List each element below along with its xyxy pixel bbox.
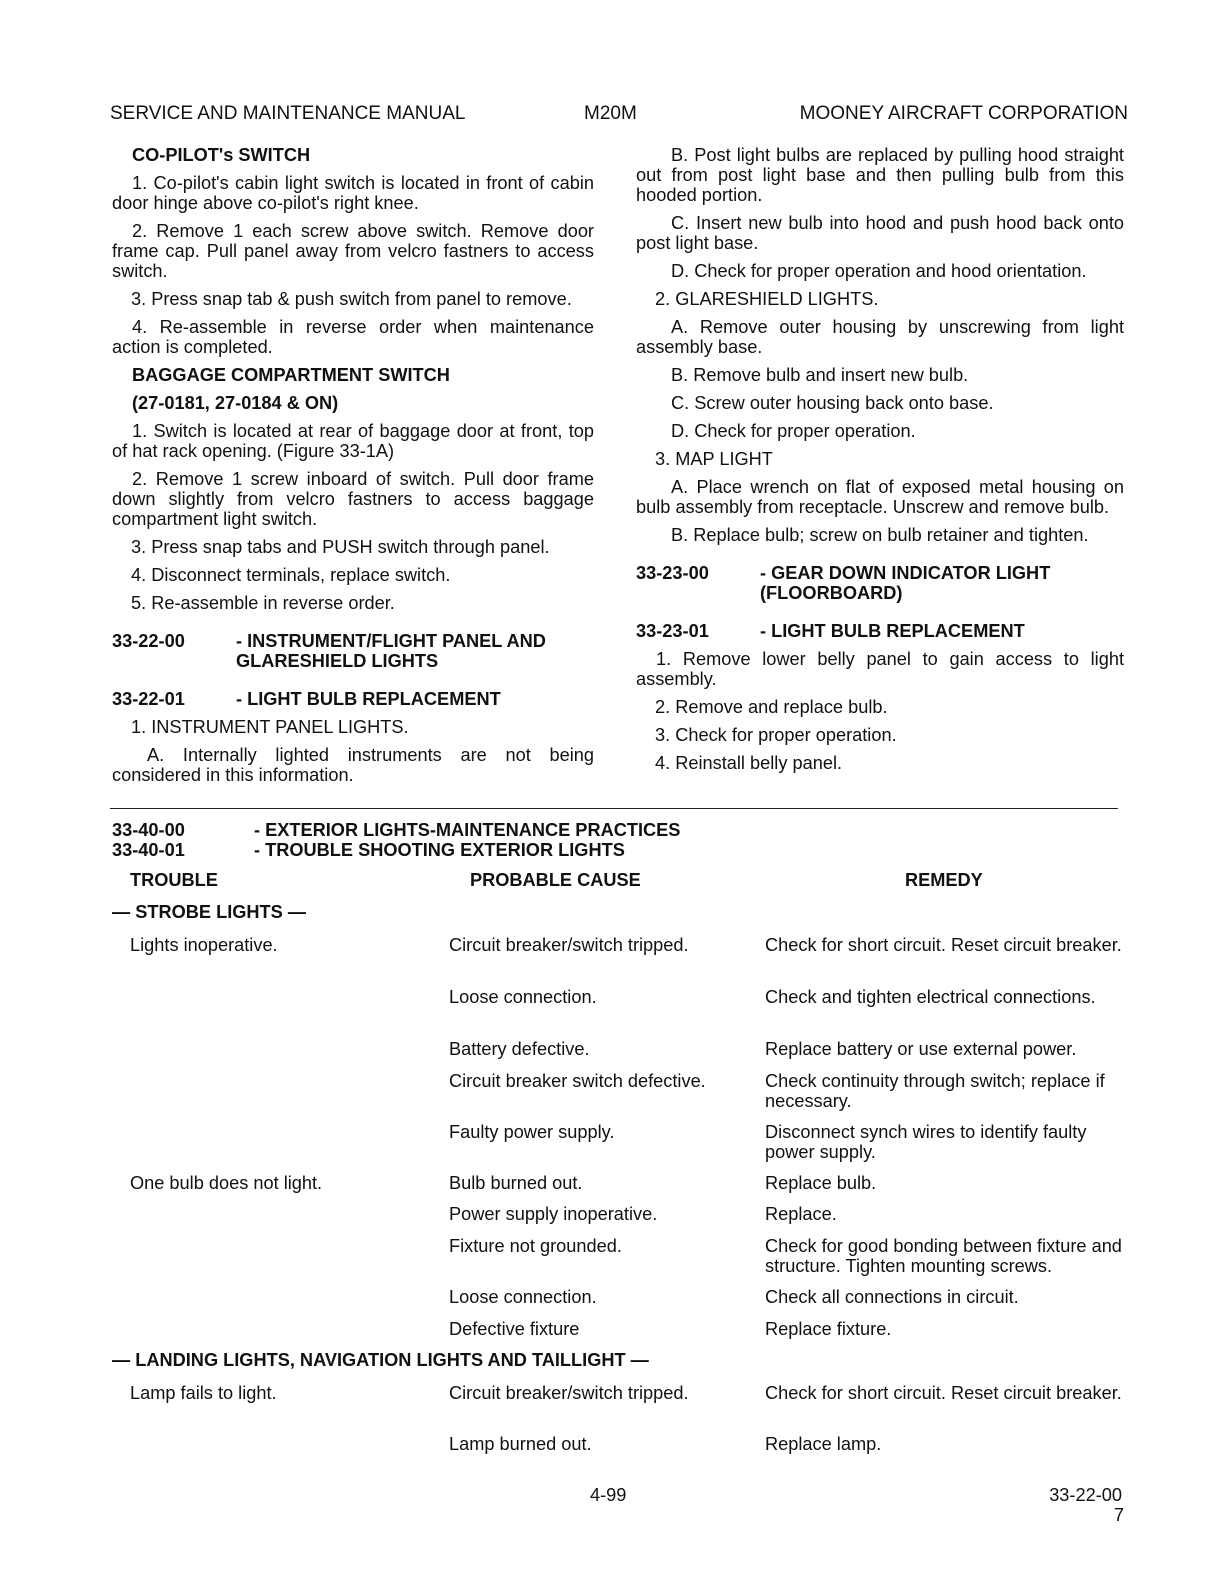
table-cause: Loose connection. — [449, 1287, 597, 1307]
table-remedy: Check for good bonding between fixture and structure. Tighten mounting screws. — [765, 1236, 1122, 1276]
table-cause: Loose connection. — [449, 987, 597, 1007]
copilot-step: 2. Remove 1 each screw above switch. Remove door frame cap. Pull panel away from velcro fastners to access switch. — [112, 221, 594, 281]
glareshield-step-c: C. Screw outer housing back onto base. — [671, 393, 994, 413]
table-remedy: Replace bulb. — [765, 1173, 877, 1193]
table-cause: Circuit breaker switch defective. — [449, 1071, 706, 1091]
section-33-40-01 — [112, 840, 680, 860]
left-column — [112, 145, 594, 793]
gear-light-step: 1. Remove lower belly panel to gain access to light assembly. — [636, 649, 1124, 689]
copilot-switch-heading: CO-PILOT's SWITCH — [132, 145, 311, 165]
baggage-step: 3. Press snap tabs and PUSH switch through panel. — [131, 537, 550, 557]
glareshield-lights: 2. GLARESHIELD LIGHTS. — [655, 289, 879, 309]
post-light-step-c: C. Insert new bulb into hood and push hood back onto post light base. — [636, 213, 1124, 253]
table-remedy: Disconnect synch wires to identify faulty power supply. — [765, 1122, 1087, 1162]
map-light-step-b: B. Replace bulb; screw on bulb retainer and tighten. — [671, 525, 1089, 545]
section-title: - LIGHT BULB REPLACEMENT — [760, 621, 1025, 641]
category-strobe-lights: — STROBE LIGHTS — — [112, 902, 307, 922]
gear-light-step: 2. Remove and replace bulb. — [655, 697, 888, 717]
table-remedy: Replace. — [765, 1204, 837, 1224]
table-cause: Power supply inoperative. — [449, 1204, 658, 1224]
column-header-trouble: TROUBLE — [130, 870, 218, 890]
table-trouble: Lights inoperative. — [130, 935, 278, 955]
baggage-step: 5. Re-assemble in reverse order. — [131, 593, 395, 613]
section-number: 33-40-01 — [112, 840, 185, 860]
footer-revision: 7 — [1113, 1505, 1124, 1525]
category-landing-lights: — LANDING LIGHTS, NAVIGATION LIGHTS AND TAILLIGHT — — [112, 1350, 649, 1370]
instrument-panel-lights: 1. INSTRUMENT PANEL LIGHTS. — [131, 717, 409, 737]
section-title: - GEAR DOWN INDICATOR LIGHT (FLOORBOARD) — [760, 563, 1051, 603]
table-remedy: Check all connections in circuit. — [765, 1287, 1019, 1307]
glareshield-step-a: A. Remove outer housing by unscrewing from light assembly base. — [636, 317, 1124, 357]
baggage-step: 1. Switch is located at rear of baggage door at front, top of hat rack opening. (Figure 33-1A) — [112, 421, 594, 461]
baggage-serials: (27-0181, 27-0184 & ON) — [132, 393, 339, 413]
table-cause: Lamp burned out. — [449, 1434, 592, 1454]
instrument-step-a: A. Internally lighted instruments are not being considered in this information. — [112, 745, 594, 785]
table-cause: Defective fixture — [449, 1319, 580, 1339]
table-cause: Faulty power supply. — [449, 1122, 615, 1142]
copilot-step: 1. Co-pilot's cabin light switch is located in front of cabin door hinge above co-pilot's right knee. — [112, 173, 594, 213]
section-number: 33-23-00 — [636, 563, 709, 583]
section-title: - EXTERIOR LIGHTS-MAINTENANCE PRACTICES — [254, 820, 681, 840]
post-light-step-d: D. Check for proper operation and hood orientation. — [671, 261, 1087, 281]
baggage-step: 4. Disconnect terminals, replace switch. — [131, 565, 451, 585]
table-trouble: Lamp fails to light. — [130, 1383, 277, 1403]
map-light: 3. MAP LIGHT — [655, 449, 773, 469]
section-33-40-00 — [112, 820, 680, 840]
baggage-step: 2. Remove 1 screw inboard of switch. Pull door frame down slightly from velcro fastners to access baggage compartment light switch. — [112, 469, 594, 529]
section-title: - LIGHT BULB REPLACEMENT — [236, 689, 501, 709]
section-number: 33-22-00 — [112, 631, 185, 651]
section-33-22-01 — [112, 689, 594, 709]
table-remedy: Replace battery or use external power. — [765, 1039, 1077, 1059]
table-trouble: One bulb does not light. — [130, 1173, 323, 1193]
gear-light-step: 4. Reinstall belly panel. — [655, 753, 843, 773]
section-33-22-00 — [112, 631, 594, 671]
copilot-step: 3. Press snap tab & push switch from panel to remove. — [131, 289, 572, 309]
table-cause: Fixture not grounded. — [449, 1236, 622, 1256]
glareshield-step-b: B. Remove bulb and insert new bulb. — [671, 365, 969, 385]
map-light-step-a: A. Place wrench on flat of exposed metal housing on bulb assembly from receptacle. Unscrew and remove bulb. — [636, 477, 1124, 517]
table-remedy: Check for short circuit. Reset circuit breaker. — [765, 1383, 1122, 1403]
section-divider — [110, 808, 1118, 809]
section-title: - INSTRUMENT/FLIGHT PANEL AND GLARESHIELD LIGHTS — [236, 631, 546, 671]
table-remedy: Check and tighten electrical connections. — [765, 987, 1096, 1007]
footer-section-number: 33-22-00 — [1049, 1485, 1122, 1505]
gear-light-step: 3. Check for proper operation. — [655, 725, 897, 745]
section-33-23-00 — [636, 563, 1124, 603]
right-column — [636, 145, 1124, 781]
table-remedy: Check for short circuit. Reset circuit breaker. — [765, 935, 1122, 955]
table-cause: Bulb burned out. — [449, 1173, 583, 1193]
header-company: MOONEY AIRCRAFT CORPORATION — [799, 103, 1128, 124]
table-cause: Battery defective. — [449, 1039, 590, 1059]
copilot-step: 4. Re-assemble in reverse order when maintenance action is completed. — [112, 317, 594, 357]
post-light-step-b: B. Post light bulbs are replaced by pulling hood straight out from post light base and then pulling bulb from this hooded portion. — [636, 145, 1124, 205]
page-number: 4-99 — [590, 1485, 627, 1505]
table-remedy: Check continuity through switch; replace if necessary. — [765, 1071, 1105, 1111]
section-number: 33-22-01 — [112, 689, 185, 709]
table-cause: Circuit breaker/switch tripped. — [449, 1383, 689, 1403]
glareshield-step-d: D. Check for proper operation. — [671, 421, 916, 441]
table-remedy: Replace lamp. — [765, 1434, 882, 1454]
section-33-23-01 — [636, 621, 1124, 641]
table-remedy: Replace fixture. — [765, 1319, 892, 1339]
exterior-lights-headings — [112, 820, 680, 860]
table-cause: Circuit breaker/switch tripped. — [449, 935, 689, 955]
column-header-cause: PROBABLE CAUSE — [470, 870, 641, 890]
column-header-remedy: REMEDY — [905, 870, 983, 890]
section-number: 33-40-00 — [112, 820, 185, 840]
baggage-switch-heading: BAGGAGE COMPARTMENT SWITCH — [132, 365, 450, 385]
header-manual-title: SERVICE AND MAINTENANCE MANUAL — [110, 103, 466, 124]
section-number: 33-23-01 — [636, 621, 709, 641]
section-title: - TROUBLE SHOOTING EXTERIOR LIGHTS — [254, 840, 625, 860]
header-model: M20M — [584, 103, 637, 124]
